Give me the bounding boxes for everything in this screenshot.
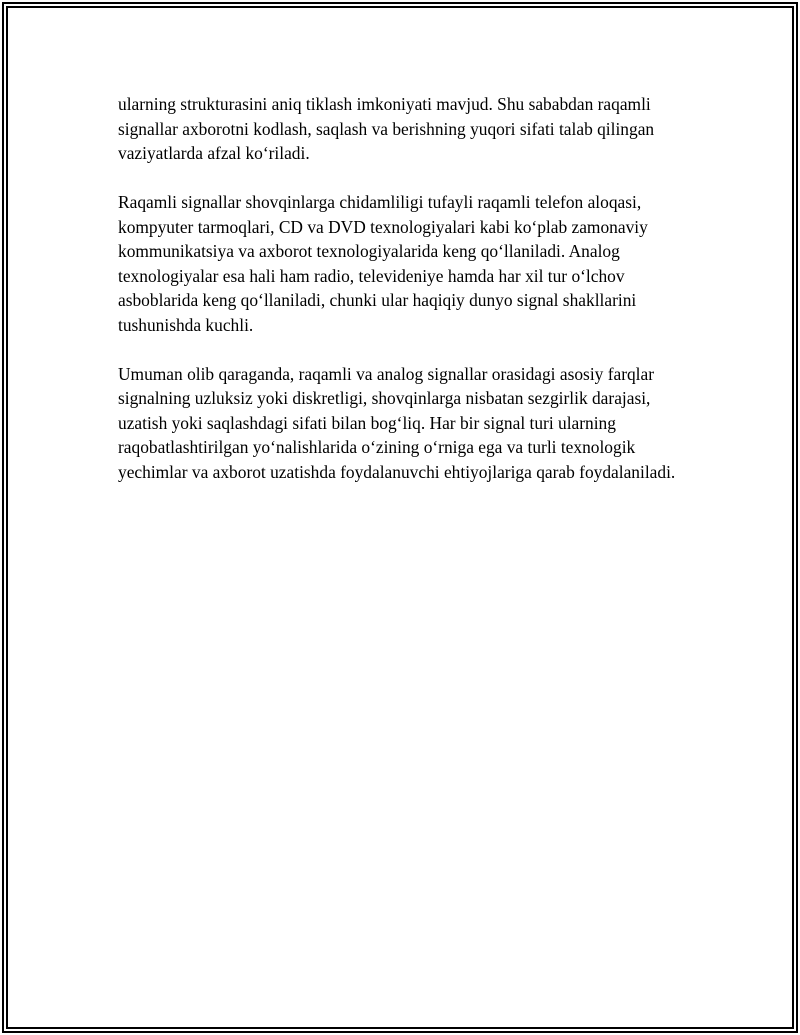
paragraph-1: ularning strukturasini aniq tiklash imkoniyati mavjud. Shu sababdan raqamli signallar axborotni kodlash, saqlash va berishning yuqori sifati talab qilingan vaziyatlarda afzal koʻriladi. [118,94,655,163]
document-body [118,92,698,484]
paragraph-3: Umuman olib qaraganda, raqamli va analog signallar orasidagi asosiy farqlar signalning uzluksiz yoki diskretligi, shovqinlarga nisbatan sezgirlik darajasi, uzatish yoki saqlashdagi sifati bilan bogʻliq. Har bir signal turi ularning raqobatlashtirilgan yoʻnalishlarida oʻzining oʻrniga ega va turli texnologik yechimlar va axborot uzatishda foydalanuvchi ehtiyojlariga qarab foydalaniladi. [118,363,676,482]
paragraph-2: Raqamli signallar shovqinlarga chidamliligi tufayli raqamli telefon aloqasi, kompyuter tarmoqlari, CD va DVD texnologiyalari kabi koʻplab zamonaviy kommunikatsiya va axborot texnologiyalarida keng qoʻllaniladi. Analog texnologiyalar esa hali ham radio, televideniye hamda har xil tur oʻlchov asboblarida keng qoʻllaniladi, chunki ular haqiqiy dunyo signal shakllarini tushunishda kuchli. [118,192,648,335]
